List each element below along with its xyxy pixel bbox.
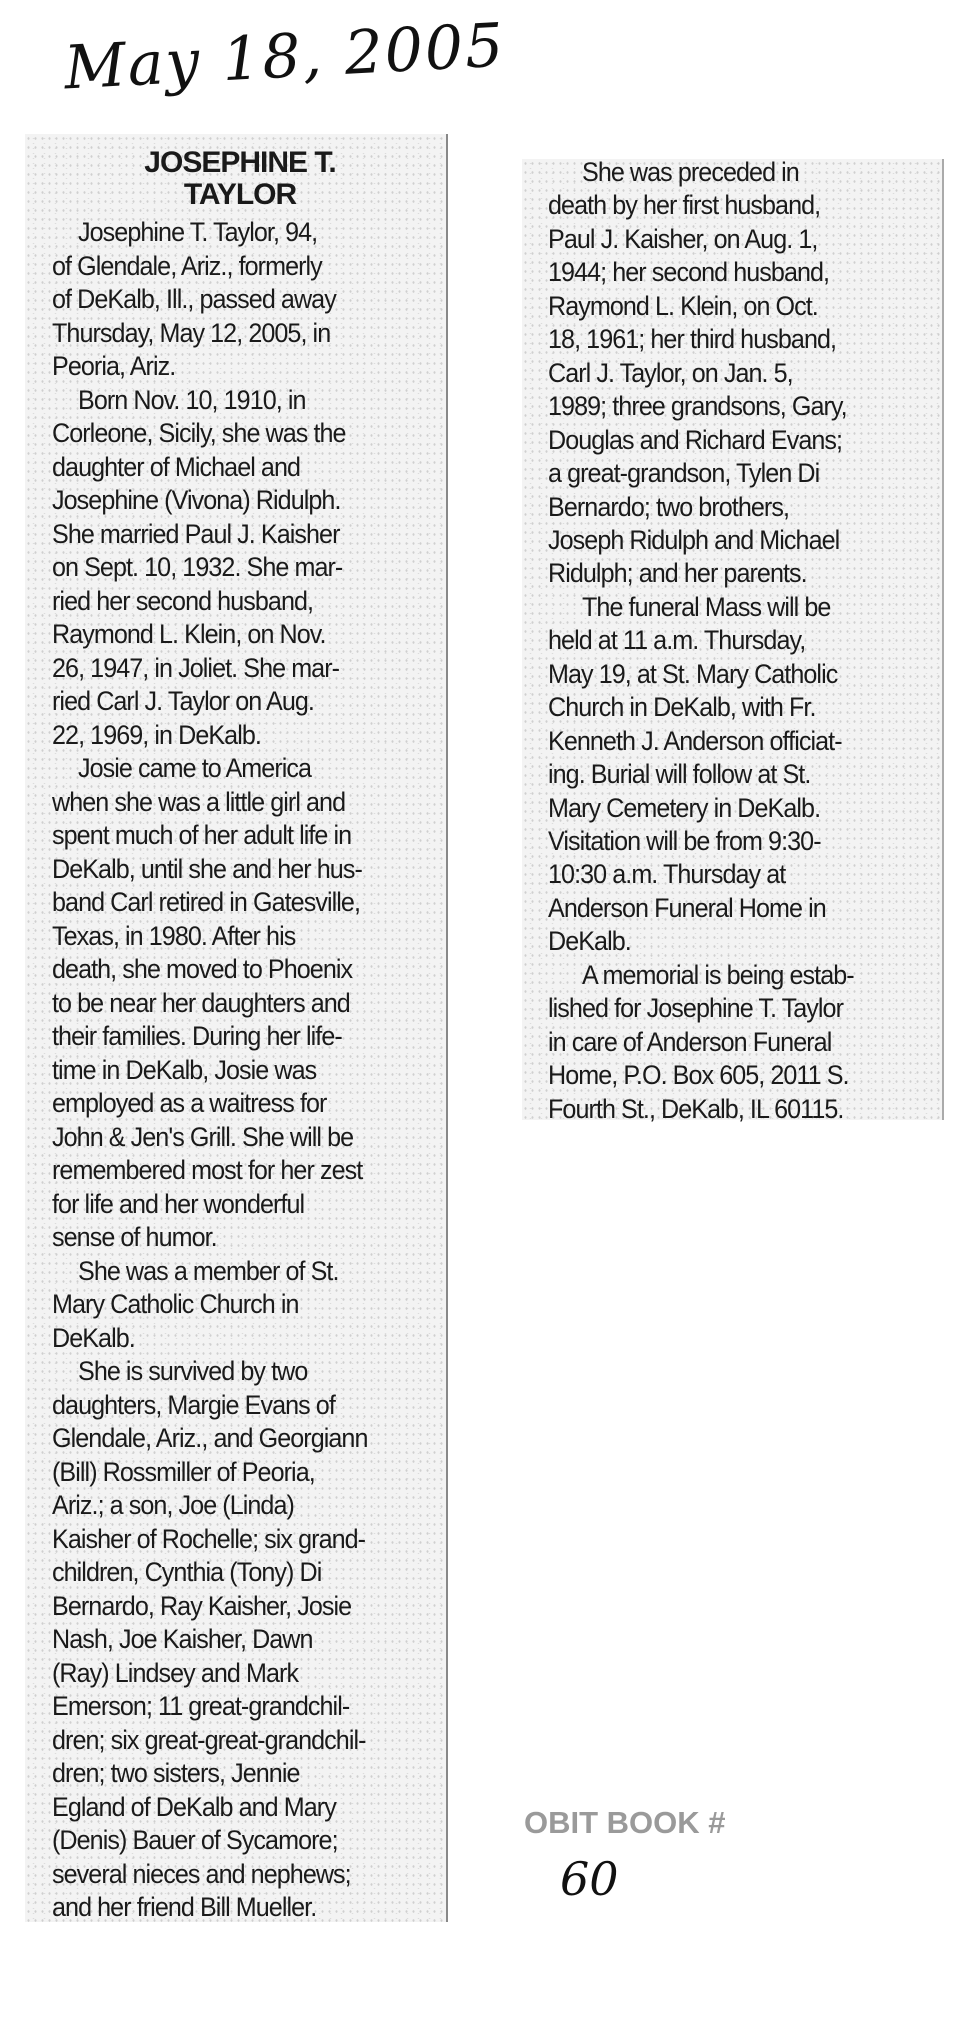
text-line: DeKalb, until she and her hus- [52, 853, 362, 884]
text-line: Glendale, Ariz., and Georgiann [52, 1423, 368, 1453]
handwritten-date: May 18, 2005 [62, 10, 507, 104]
text-line: Raymond L. Klein, on Nov. [52, 619, 326, 649]
text-line: Egland of DeKalb and Mary [52, 1791, 336, 1822]
text-line: 18, 1961; her third husband, [548, 324, 837, 355]
text-line: Thursday, May 12, 2005, in [52, 317, 331, 348]
text-line: (Denis) Bauer of Sycamore; [52, 1825, 338, 1855]
text-line: Church in DeKalb, with Fr. [548, 692, 816, 723]
text-line: A memorial is being estab- [582, 959, 854, 990]
text-line: a great-grandson, Tylen Di [548, 458, 820, 489]
text-line: Born Nov. 10, 1910, in [78, 384, 306, 415]
text-line: (Bill) Rossmiller of Peoria, [52, 1456, 315, 1487]
text-line: The funeral Mass will be [582, 591, 831, 622]
text-line: John & Jen's Grill. She will be [52, 1121, 354, 1152]
text-line: ried her second husband, [52, 585, 314, 616]
text-line: She is survived by two [78, 1356, 308, 1386]
text-line: to be near her daughters and [52, 987, 350, 1018]
text-line: time in DeKalb, Josie was [52, 1054, 317, 1085]
text-line: Josephine T. Taylor, 94, [78, 217, 318, 247]
text-line: death by her first husband, [548, 190, 821, 221]
text-line: daughters, Margie Evans of [52, 1389, 335, 1420]
text-line: on Sept. 10, 1932. She mar- [52, 552, 343, 582]
text-line: Ariz.; a son, Joe (Linda) [52, 1490, 294, 1520]
text-line: Mary Catholic Church in [52, 1289, 299, 1319]
text-line: Josephine (Vivona) Ridulph. [52, 485, 341, 515]
text-line: ried Carl J. Taylor on Aug. [52, 686, 314, 716]
obituary-title-line: TAYLOR [183, 178, 297, 211]
text-line: band Carl retired in Gatesville, [52, 887, 360, 917]
text-line: 1989; three grandsons, Gary, [548, 391, 847, 422]
text-line: DeKalb. [52, 1322, 135, 1353]
text-line: for life and her wonderful [52, 1188, 305, 1219]
text-line: She was preceded in [582, 157, 799, 187]
text-line: sense of humor. [52, 1222, 217, 1252]
text-line: when she was a little girl and [52, 786, 346, 817]
text-line: Kaisher of Rochelle; six grand- [52, 1523, 366, 1554]
text-line: ing. Burial will follow at St. [548, 759, 811, 790]
text-line: Douglas and Richard Evans; [548, 424, 843, 455]
text-line: Paul J. Kaisher, on Aug. 1, [548, 223, 818, 254]
text-line: daughter of Michael and [52, 451, 301, 482]
text-line: DeKalb. [548, 926, 631, 957]
text-line: Peoria, Ariz. [52, 351, 176, 381]
obit-book-number: 60 [560, 1852, 619, 1906]
text-line: of DeKalb, Ill., passed away [52, 284, 336, 314]
text-line: (Ray) Lindsey and Mark [52, 1657, 299, 1688]
text-line: held at 11 a.m. Thursday, [548, 625, 806, 656]
text-line: death, she moved to Phoenix [52, 954, 353, 984]
text-line: spent much of her adult life in [52, 820, 352, 850]
text-line: Fourth St., DeKalb, IL 60115. [548, 1093, 844, 1124]
text-line: Joseph Ridulph and Michael [548, 524, 840, 555]
text-line: Bernardo; two brothers, [548, 491, 790, 522]
text-line: of Glendale, Ariz., formerly [52, 250, 322, 281]
text-line: Mary Cemetery in DeKalb. [548, 792, 821, 823]
text-line: their families. During her life- [52, 1021, 342, 1051]
text-line: Emerson; 11 great-grandchil- [52, 1691, 350, 1721]
obituary-title-line: JOSEPHINE T. [144, 146, 336, 179]
text-line: May 19, at St. Mary Catholic [548, 658, 838, 689]
text-line: Bernardo, Ray Kaisher, Josie [52, 1590, 352, 1621]
text-line: Carl J. Taylor, on Jan. 5, [548, 357, 793, 388]
text-line: in care of Anderson Funeral [548, 1026, 832, 1057]
text-line: Kenneth J. Anderson officiat- [548, 725, 842, 756]
text-line: She married Paul J. Kaisher [52, 518, 340, 549]
text-line: several nieces and nephews; [52, 1858, 351, 1889]
text-line: Corleone, Sicily, she was the [52, 418, 346, 448]
text-line: Home, P.O. Box 605, 2011 S. [548, 1060, 849, 1091]
text-line: 1944; her second husband, [548, 257, 830, 288]
text-line: remembered most for her zest [52, 1155, 363, 1185]
text-line: Texas, in 1980. After his [52, 920, 296, 951]
text-line: Raymond L. Klein, on Oct. [548, 290, 818, 321]
text-line: Nash, Joe Kaisher, Dawn [52, 1624, 313, 1654]
text-line: lished for Josephine T. Taylor [548, 993, 843, 1024]
text-line: 22, 1969, in DeKalb. [52, 719, 261, 750]
text-line: 10:30 a.m. Thursday at [548, 859, 786, 890]
text-line: Visitation will be from 9:30- [548, 826, 821, 856]
text-line: dren; six great-great-grandchil- [52, 1724, 366, 1755]
text-line: Ridulph; and her parents. [548, 558, 807, 589]
text-line: and her friend Bill Mueller. [52, 1892, 317, 1922]
text-line: dren; two sisters, Jennie [52, 1758, 300, 1788]
text-line: She was a member of St. [78, 1255, 339, 1286]
text-line: Josie came to America [78, 753, 312, 783]
obit-book-stamp: OBIT BOOK # [524, 1805, 726, 1840]
text-line: children, Cynthia (Tony) Di [52, 1557, 322, 1587]
text-line: 26, 1947, in Joliet. She mar- [52, 652, 340, 683]
text-line: employed as a waitress for [52, 1088, 327, 1118]
text-line: Anderson Funeral Home in [548, 892, 826, 923]
